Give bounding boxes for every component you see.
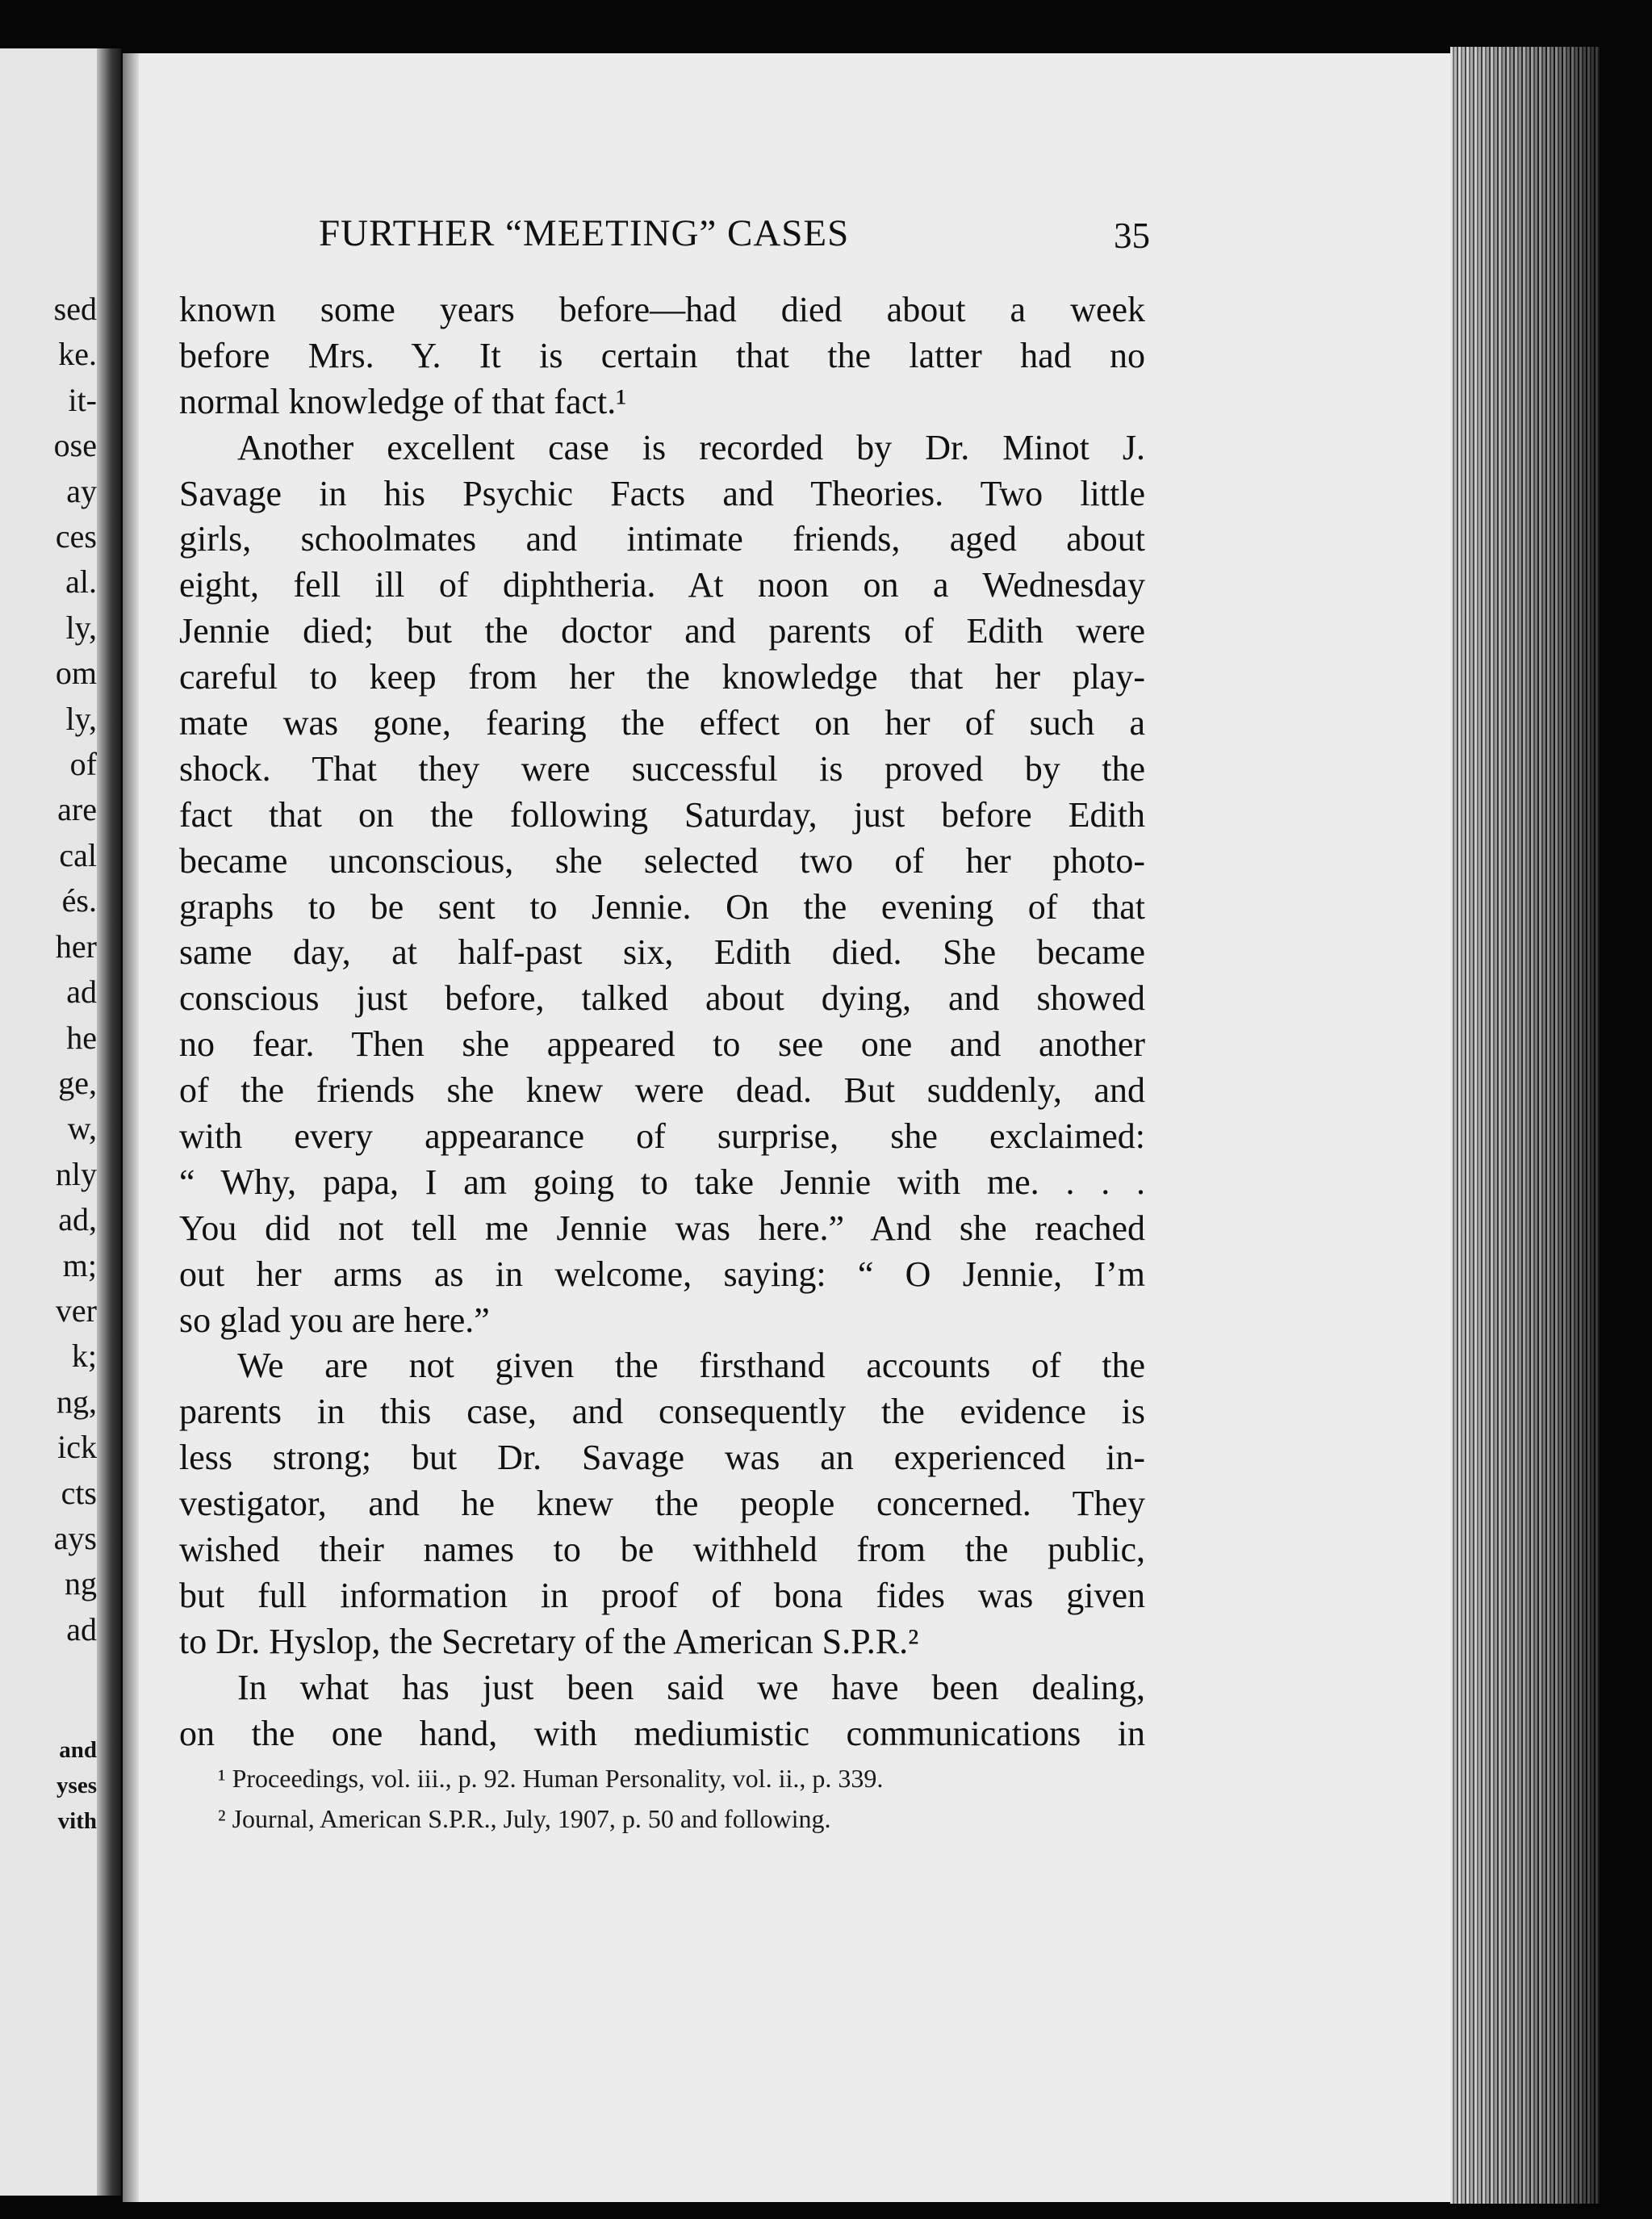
previous-page-line: sed [53,291,97,327]
previous-page [0,48,121,2196]
previous-page-line: it- [68,381,97,418]
text-line: of the friends she knew were dead. But suddenly, and [179,1070,1145,1111]
text-line: before Mrs. Y. It is certain that the latter had no [179,335,1145,375]
text-line: fact that on the following Saturday, just before Edith [179,794,1145,835]
text-line: graphs to be sent to Jennie. On the evening of that [179,886,1145,927]
text-line: wished their names to be withheld from the public, [179,1530,1145,1570]
text-line: shock. That they were successful is proved by the [179,748,1145,789]
previous-page-line: her [55,927,97,965]
previous-page-footnote-line: yses [56,1773,97,1798]
previous-page-line: he [66,1019,97,1056]
previous-page-line: és. [61,882,97,919]
text-line: less strong; but Dr. Savage was an experienced in- [179,1438,1145,1478]
text-line: Savage in his Psychic Facts and Theories. Two little [179,473,1145,513]
text-line: so glad you are here.” [179,1300,490,1340]
previous-page-line: ces [55,518,97,555]
text-line: out her arms as in welcome, saying: “ O Jennie, I’m [179,1254,1145,1294]
text-line: known some years before—had died about a week [179,290,1145,329]
page-header [319,211,1150,263]
page-number: 35 [1114,216,1150,256]
previous-page-line: of [69,746,97,783]
previous-page-line: cts [61,1474,97,1511]
text-line: We are not given the firsthand accounts of the [237,1346,1145,1386]
text-line: same day, at half-past six, Edith died. She became [179,932,1145,973]
previous-page-line: are [57,791,97,828]
previous-page-footnotes [8,1732,97,1839]
previous-page-line: m; [62,1246,97,1283]
previous-page-line: ad, [58,1201,97,1238]
previous-page-line: om [55,655,97,692]
text-line: eight, fell ill of diphtheria. At noon on a Wednesday [179,565,1145,605]
text-line: You did not tell me Jennie was here.” And she reached [179,1208,1145,1248]
spine-shadow [123,53,139,2202]
text-line: normal knowledge of that fact.¹ [179,381,627,421]
previous-page-line: ick [57,1429,97,1466]
text-line: Another excellent case is recorded by Dr. Minot J. [237,427,1145,467]
text-line: girls, schoolmates and intimate friends, aged about [179,519,1145,559]
previous-page-line: ly, [65,609,97,646]
previous-page-line: ge, [58,1064,97,1101]
previous-page-line: ad [66,1610,97,1648]
footnotes [218,1758,1146,1839]
previous-page-line: ng, [56,1383,97,1420]
text-line: on the one hand, with mediumistic communications in [179,1713,1145,1753]
text-line: careful to keep from her the knowledge that her play- [179,657,1145,697]
text-line: became unconscious, she selected two of her photo- [179,840,1145,881]
running-head: FURTHER “MEETING” CASES [319,212,850,254]
previous-page-footnote-line: vith [57,1808,97,1834]
text-line: “ Why, papa, I am going to take Jennie with me. . . . [179,1162,1145,1202]
previous-page-line: ay [66,472,97,509]
text-line: to Dr. Hyslop, the Secretary of the American S.P.R.² [179,1621,919,1661]
previous-page-footnote-line: and [59,1737,97,1763]
text-line: but full information in proof of bona fides was given [179,1575,1145,1615]
previous-page-line: ver [55,1292,97,1329]
previous-page-line: k; [71,1338,97,1375]
previous-page-line: ad [66,973,97,1011]
text-line: parents in this case, and consequently the evidence is [179,1392,1145,1432]
text-line: Jennie died; but the doctor and parents of Edith were [179,611,1145,651]
text-line: mate was gone, fearing the effect on her of such a [179,703,1145,743]
text-line: vestigator, and he knew the people concerned. They [179,1484,1145,1524]
previous-page-line: ng [65,1565,97,1602]
footnote: ² Journal, American S.P.R., July, 1907, p. 50 and following. [218,1804,831,1833]
text-line: In what has just been said we have been dealing, [237,1667,1145,1707]
previous-page-line: ose [53,427,97,464]
previous-page-line: nly [55,1155,97,1192]
previous-page-line: ke. [58,336,97,373]
text-line: conscious just before, talked about dying, and showed [179,978,1145,1019]
previous-page-line: cal [59,836,97,873]
gutter-shadow [97,48,121,2196]
previous-page-line: ly, [65,700,97,737]
previous-page-line: w, [67,1110,97,1147]
page-edges [1450,47,1600,2204]
footnote: ¹ Proceedings, vol. iii., p. 92. Human Personality, vol. ii., p. 339. [218,1764,884,1793]
body-text [179,287,1145,1757]
previous-page-line: al. [65,563,97,601]
text-line: no fear. Then she appeared to see one and another [179,1024,1145,1065]
previous-page-text [8,287,97,1652]
previous-page-line: ays [53,1519,97,1556]
text-line: with every appearance of surprise, she exclaimed: [179,1116,1145,1157]
